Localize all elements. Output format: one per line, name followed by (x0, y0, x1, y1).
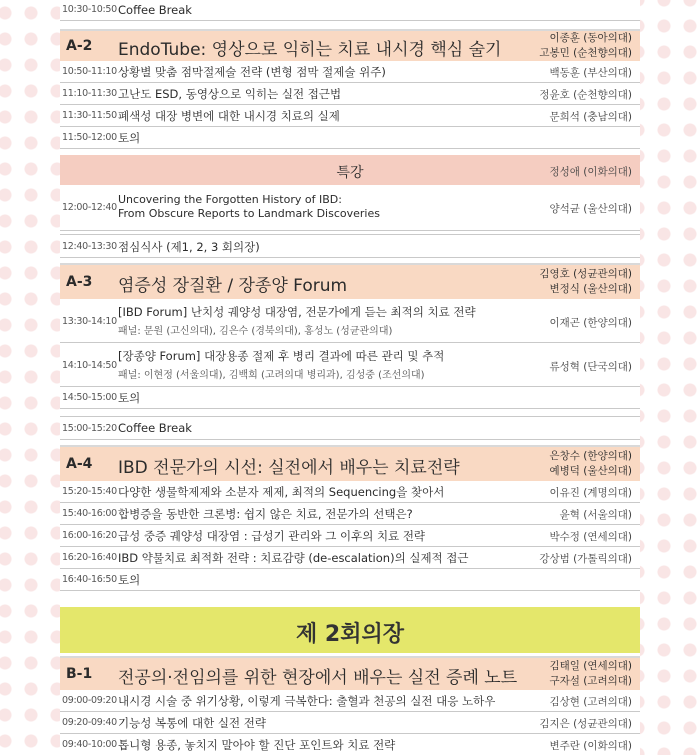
speaker-name: 문희석 (충남의대) (549, 111, 632, 123)
session-chairs (539, 31, 632, 61)
schedule-row (60, 387, 640, 409)
chair-name: 예병덕 (울산의대) (549, 465, 632, 477)
schedule-row (60, 343, 640, 387)
chair-name: 김영호 (성균관의대) (539, 268, 632, 280)
talk-title: 급성 중증 궤양성 대장염 : 급성기 관리와 그 이후의 치료 전략 (118, 529, 426, 543)
schedule-row (60, 712, 640, 734)
time-slot: 16:20-16:40 (62, 552, 117, 563)
talk-title: 내시경 시술 중 위기상황, 이렇게 극복한다: 출혈과 천공의 실전 대응 노하우 (118, 694, 496, 708)
talk-title: 토의 (118, 391, 141, 405)
talk-title: IBD 약물치료 최적화 전략 : 치료감량 (de-escalation)의 실제적 접근 (118, 551, 469, 565)
session-chairs (549, 659, 632, 689)
chair-name: 고봉민 (순천향의대) (539, 47, 632, 59)
schedule-row (60, 569, 640, 591)
speaker-name: 김상현 (고려의대) (549, 696, 632, 708)
chair-name: 김태일 (연세의대) (549, 660, 632, 672)
time-slot: 15:40-16:00 (62, 508, 117, 519)
speaker-name: 백동훈 (부산의대) (549, 67, 632, 79)
session-title: 전공의·전임의를 위한 현장에서 배우는 실전 증례 노트 (118, 668, 518, 688)
time-slot: 09:00-09:20 (62, 695, 117, 706)
talk-title: Coffee Break (118, 3, 192, 17)
decorative-dots-right (638, 0, 700, 755)
schedule-row (60, 525, 640, 547)
program-sheet (60, 0, 640, 755)
schedule-row (60, 416, 640, 440)
special-chair: 정성애 (이화의대) (549, 166, 632, 178)
session-code: A-3 (66, 274, 93, 290)
talk-title: 폐색성 대장 병변에 대한 내시경 치료의 실제 (118, 109, 340, 123)
speaker-name: 박수정 (연세의대) (549, 531, 632, 543)
time-slot: 14:10-14:50 (62, 360, 117, 371)
schedule-row (60, 234, 640, 258)
schedule-row (60, 547, 640, 569)
time-slot: 15:00-15:20 (62, 423, 117, 434)
panel-list: 패널: 문원 (고신의대), 김은수 (경북의대), 홍성노 (성균관의대) (118, 326, 393, 337)
talk-title: 다양한 생물학제제와 소분자 제제, 최적의 Sequencing을 찾아서 (118, 485, 445, 499)
chair-name: 변정식 (울산의대) (549, 283, 632, 295)
schedule-row (60, 690, 640, 712)
session-title: 염증성 장질환 / 장종양 Forum (118, 276, 348, 296)
talk-title: 상황별 맞춤 점막절제술 전략 (변형 점막 절제술 위주) (118, 65, 386, 79)
time-slot: 15:20-15:40 (62, 486, 117, 497)
speaker-name: 이유진 (계명의대) (549, 487, 632, 499)
talk-title: 토의 (118, 131, 141, 145)
speaker-name: 윤혁 (서울의대) (559, 509, 632, 521)
chair-name: 은창수 (한양의대) (549, 450, 632, 462)
hall-title: 제 2회의장 (296, 622, 404, 647)
talk-title: 톱니형 용종, 놓치지 말아야 할 진단 포인트와 치료 전략 (118, 738, 396, 752)
time-slot: 10:50-11:10 (62, 66, 117, 77)
time-slot: 11:50-12:00 (62, 132, 117, 143)
session-code: B-1 (66, 666, 93, 682)
chair-name: 이종훈 (동아의대) (549, 32, 632, 44)
decorative-dots-left (0, 0, 62, 755)
hall-banner (60, 607, 640, 653)
spacer (60, 409, 640, 415)
talk-title: 기능성 복통에 대한 실전 전략 (118, 716, 266, 730)
speaker-name: 정윤호 (순천향의대) (539, 89, 632, 101)
time-slot: 13:30-14:10 (62, 316, 117, 327)
talk-title: 합병증을 동반한 크론병: 쉽지 않은 치료, 전문가의 선택은? (118, 507, 413, 521)
talk-title: 점심식사 (제1, 2, 3 회의장) (118, 240, 260, 254)
session-chairs (549, 449, 632, 479)
talk-title (118, 303, 476, 341)
talk-title: 고난도 ESD, 동영상으로 익히는 실전 접근법 (118, 87, 342, 101)
speaker-name: 김지은 (성균관의대) (539, 718, 632, 730)
session-header-a2 (60, 29, 640, 61)
time-slot: 11:10-11:30 (62, 88, 117, 99)
schedule-row (60, 299, 640, 343)
talk-title (118, 347, 444, 385)
speaker-name: 변주란 (이화의대) (549, 740, 632, 752)
special-lecture-header (60, 155, 640, 185)
talk-title-line: Uncovering the Forgotten History of IBD: (118, 193, 342, 206)
schedule-row (60, 186, 640, 231)
speaker-name: 양석균 (울산의대) (549, 203, 632, 215)
time-slot: 12:00-12:40 (62, 202, 117, 213)
session-header-a3 (60, 263, 640, 299)
session-header-a4 (60, 445, 640, 481)
schedule-row (60, 83, 640, 105)
talk-title: 토의 (118, 573, 141, 587)
session-header-b1 (60, 656, 640, 690)
speaker-name: 이재곤 (한양의대) (549, 317, 632, 329)
chair-name: 구자설 (고려의대) (549, 675, 632, 687)
session-title: IBD 전문가의 시선: 실전에서 배우는 치료전략 (118, 458, 460, 478)
session-title: EndoTube: 영상으로 익히는 치료 내시경 핵심 술기 (118, 40, 502, 60)
time-slot: 09:40-10:00 (62, 739, 117, 750)
session-code: A-2 (66, 38, 93, 54)
time-slot: 16:00-16:20 (62, 530, 117, 541)
time-slot: 16:40-16:50 (62, 574, 117, 585)
schedule-row (60, 105, 640, 127)
talk-title-line: From Obscure Reports to Landmark Discoveries (118, 207, 380, 220)
schedule-row (60, 481, 640, 503)
talk-title: Coffee Break (118, 421, 192, 435)
session-code: A-4 (66, 456, 93, 472)
time-slot: 11:30-11:50 (62, 110, 117, 121)
schedule-row (60, 734, 640, 755)
talk-title (118, 193, 380, 221)
speaker-name: 강상범 (가톨릭의대) (539, 553, 632, 565)
time-slot: 09:20-09:40 (62, 717, 117, 728)
talk-title-line: [장종양 Forum] 대장용종 절제 후 병리 결과에 따른 관리 및 추적 (118, 349, 445, 363)
schedule-row (60, 503, 640, 525)
time-slot: 10:30-10:50 (62, 4, 117, 15)
panel-list: 패널: 이현정 (서울의대), 김백희 (고려의대 병리과), 김성중 (조선의대) (118, 370, 425, 381)
speaker-name: 류성혁 (단국의대) (549, 361, 632, 373)
time-slot: 14:50-15:00 (62, 392, 117, 403)
schedule-row (60, 61, 640, 83)
special-title: 특강 (336, 165, 364, 181)
time-slot: 12:40-13:30 (62, 241, 117, 252)
talk-title-line: [IBD Forum] 난치성 궤양성 대장염, 전문가에게 듣는 최적의 치료 전략 (118, 305, 476, 319)
schedule-row (60, 0, 640, 21)
session-chairs (539, 267, 632, 297)
schedule-row (60, 127, 640, 149)
